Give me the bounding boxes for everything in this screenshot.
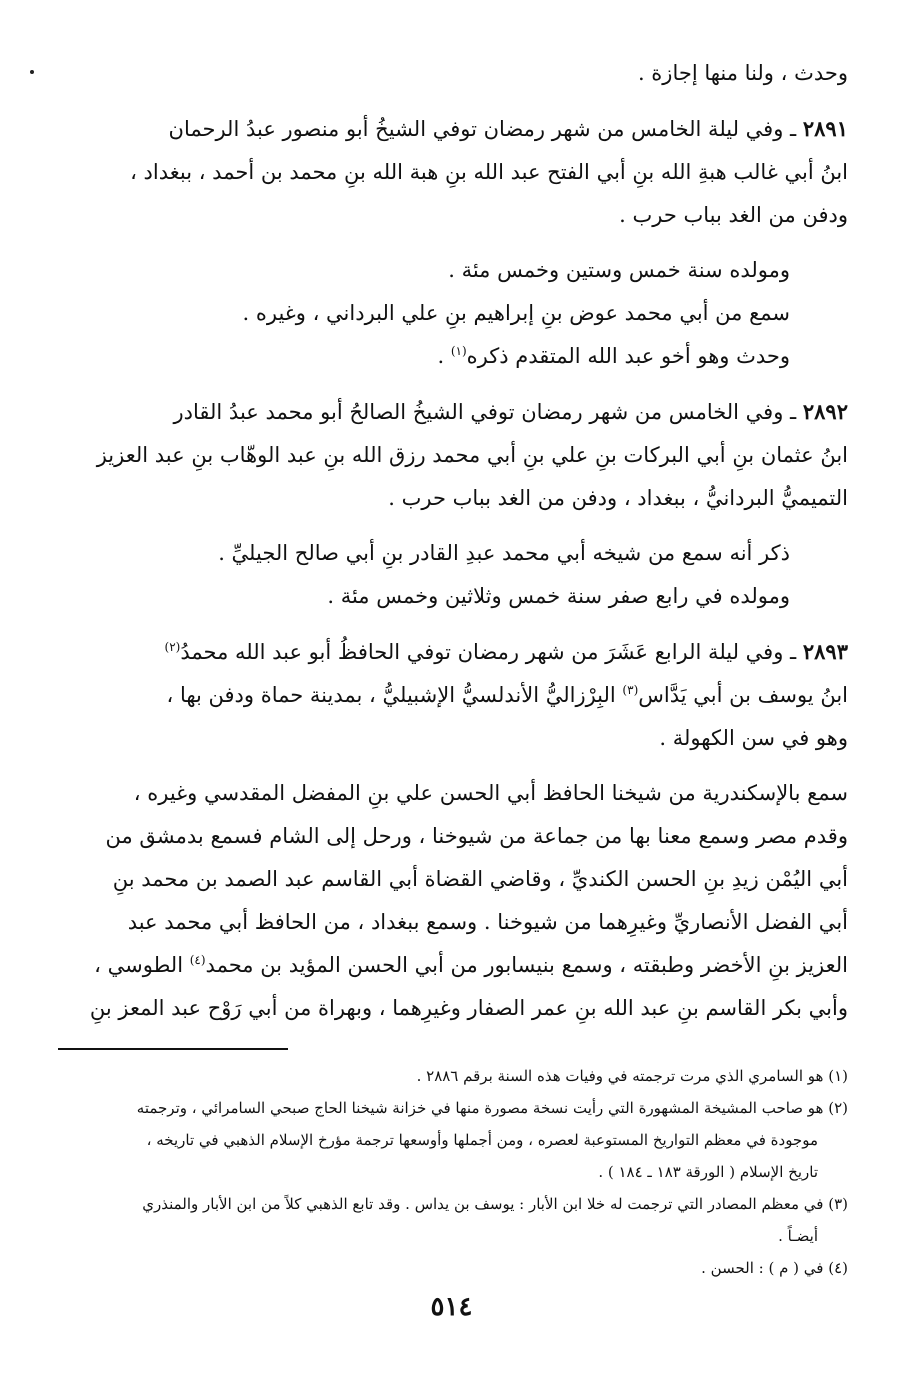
entry-2891-line-1: [58, 107, 848, 151]
entry-2893-line-3: وهو في سن الكهولة .: [659, 726, 848, 750]
entry-2891: [58, 107, 848, 378]
entry-text: البِرْزاليُّ الأندلسيُّ الإشبيليُّ ، بمدينة حماة ودفن بها ،: [166, 683, 623, 707]
entry-2891-line-2: ابنُ أبي غالب هبةِ الله بنِ أبي الفتح عبد الله بنِ هبة الله بنِ محمد بن أحمد ، ببغداد ،: [130, 160, 848, 184]
margin-dot: [30, 70, 34, 74]
paragraph-line: [58, 944, 848, 987]
entry-number: ٢٨٩٣: [802, 639, 848, 664]
paragraph-line: أبي الفضل الأنصاريِّ وغيرِهما من شيوخنا . وسمع ببغداد ، من الحافظ أبي محمد عبد: [127, 910, 848, 934]
page-number: ٥١٤: [430, 1292, 473, 1322]
entry-2892-line-3: التميميُّ البردانيُّ ، ببغداد ، ودفن من الغد بباب حرب .: [388, 486, 848, 510]
footnote-3-cont: أيضـاً .: [778, 1227, 818, 1245]
entry-2891-heard: سمع من أبي محمد عوض بنِ إبراهيم بنِ علي البرداني ، وغيره .: [242, 301, 790, 325]
entry-number: ٢٨٩٢: [802, 399, 848, 424]
footnote-2-cont: موجودة في معظم التواريخ المستوعبة لعصره ، ومن أجملها وأوسعها ترجمة مؤرخ الإسلام الذهبي في تاريخه ،: [146, 1131, 818, 1149]
entry-text: ـ وفي ليلة الخامس من شهر رمضان توفي الشيخُ أبو منصور عبدُ الرحمان: [168, 117, 803, 141]
entry-text: ـ وفي الخامس من شهر رمضان توفي الشيخُ الصالحُ أبو محمد عبدُ القادر: [173, 400, 803, 424]
entry-2892-line-2: ابنُ عثمان بنِ أبي البركات بنِ علي بنِ أبي محمد رزق الله بنِ عبد الوهّاب بنِ عبد العزيز: [96, 443, 848, 467]
entry-2892: [58, 390, 848, 618]
entry-2893-line-2: [58, 674, 848, 717]
note-end: .: [437, 344, 451, 368]
footnote-divider: [58, 1048, 288, 1050]
entry-2891-birth: ومولده سنة خمس وستين وخمس مئة .: [448, 258, 790, 282]
footnote-3: (٣) في معظم المصادر التي ترجمت له خلا ابن الأبار : يوسف بن يداس . وقد تابع الذهبي كلاً من ابن الأبار والمنذري: [142, 1195, 848, 1213]
paragraph-text: العزيز بنِ الأخضر وطبقته ، وسمع بنيسابور من أبي الحسن المؤيد بن محمد: [205, 953, 848, 977]
paragraph-line: وأبي بكر القاسم بنِ عبد الله بنِ عمر الصفار وغيرِهما ، وبهراة من أبي رَوْح عبد المعز بنِ: [89, 996, 848, 1020]
footnote-ref: (٣): [622, 683, 639, 697]
entry-number: ٢٨٩١: [802, 116, 848, 141]
footnote-ref: (١): [450, 344, 467, 358]
footnote-2-cont: تاريخ الإسلام ( الورقة ١٨٣ ـ ١٨٤ ) .: [598, 1163, 818, 1181]
biography-paragraph: [58, 772, 848, 1030]
entry-2891-line-3: ودفن من الغد بباب حرب .: [619, 203, 848, 227]
footnotes: [58, 1060, 848, 1284]
footnote-ref: (٢): [164, 640, 181, 654]
entry-2892-heard: ذكر أنه سمع من شيخه أبي محمد عبدِ القادر بنِ أبي صالح الجيليِّ .: [218, 541, 790, 565]
paragraph-line: أبي اليُمْن زيدِ بنِ الحسن الكنديِّ ، وقاضي القضاة أبي القاسم عبد الصمد بن محمد بنِ: [112, 867, 848, 891]
page-body: [58, 52, 848, 1284]
entry-text: ـ وفي ليلة الرابع عَشَرَ من شهر رمضان توفي الحافظُ أبو عبد الله محمدُ: [180, 640, 803, 664]
footnote-1: (١) هو السامري الذي مرت ترجمته في وفيات هذه السنة برقم ٢٨٨٦ .: [416, 1067, 848, 1085]
entry-2892-birth: ومولده في رابع صفر سنة خمس وثلاثين وخمس مئة .: [327, 584, 790, 608]
footnote-2: (٢) هو صاحب المشيخة المشهورة التي رأيت نسخة مصورة منها في خزانة شيخنا الحاج صبحي السامرائي ، وترجمته: [136, 1099, 848, 1117]
note-text: وحدث وهو أخو عبد الله المتقدم ذكره: [466, 344, 790, 368]
footnote-ref: (٤): [189, 953, 206, 967]
paragraph-line: سمع بالإسكندرية من شيخنا الحافظ أبي الحسن علي بنِ المفضل المقدسي وغيره ،: [133, 781, 848, 805]
entry-2892-line-1: [58, 390, 848, 434]
entry-2893-line-1: [58, 630, 848, 674]
paragraph-text: الطوسي ،: [94, 953, 190, 977]
footnote-4: (٤) في ( م ) : الحسن .: [701, 1259, 848, 1277]
paragraph-line: وقدم مصر وسمع معنا بها من جماعة من شيوخنا ، ورحل إلى الشام فسمع بدمشق من: [105, 824, 848, 848]
intro-line: وحدث ، ولنا منها إجازة .: [637, 61, 848, 85]
entry-2893: [58, 630, 848, 760]
entry-text: ابنُ يوسف بن أبي يَدَّاس: [638, 683, 848, 707]
entry-2891-narrated: [58, 335, 848, 378]
